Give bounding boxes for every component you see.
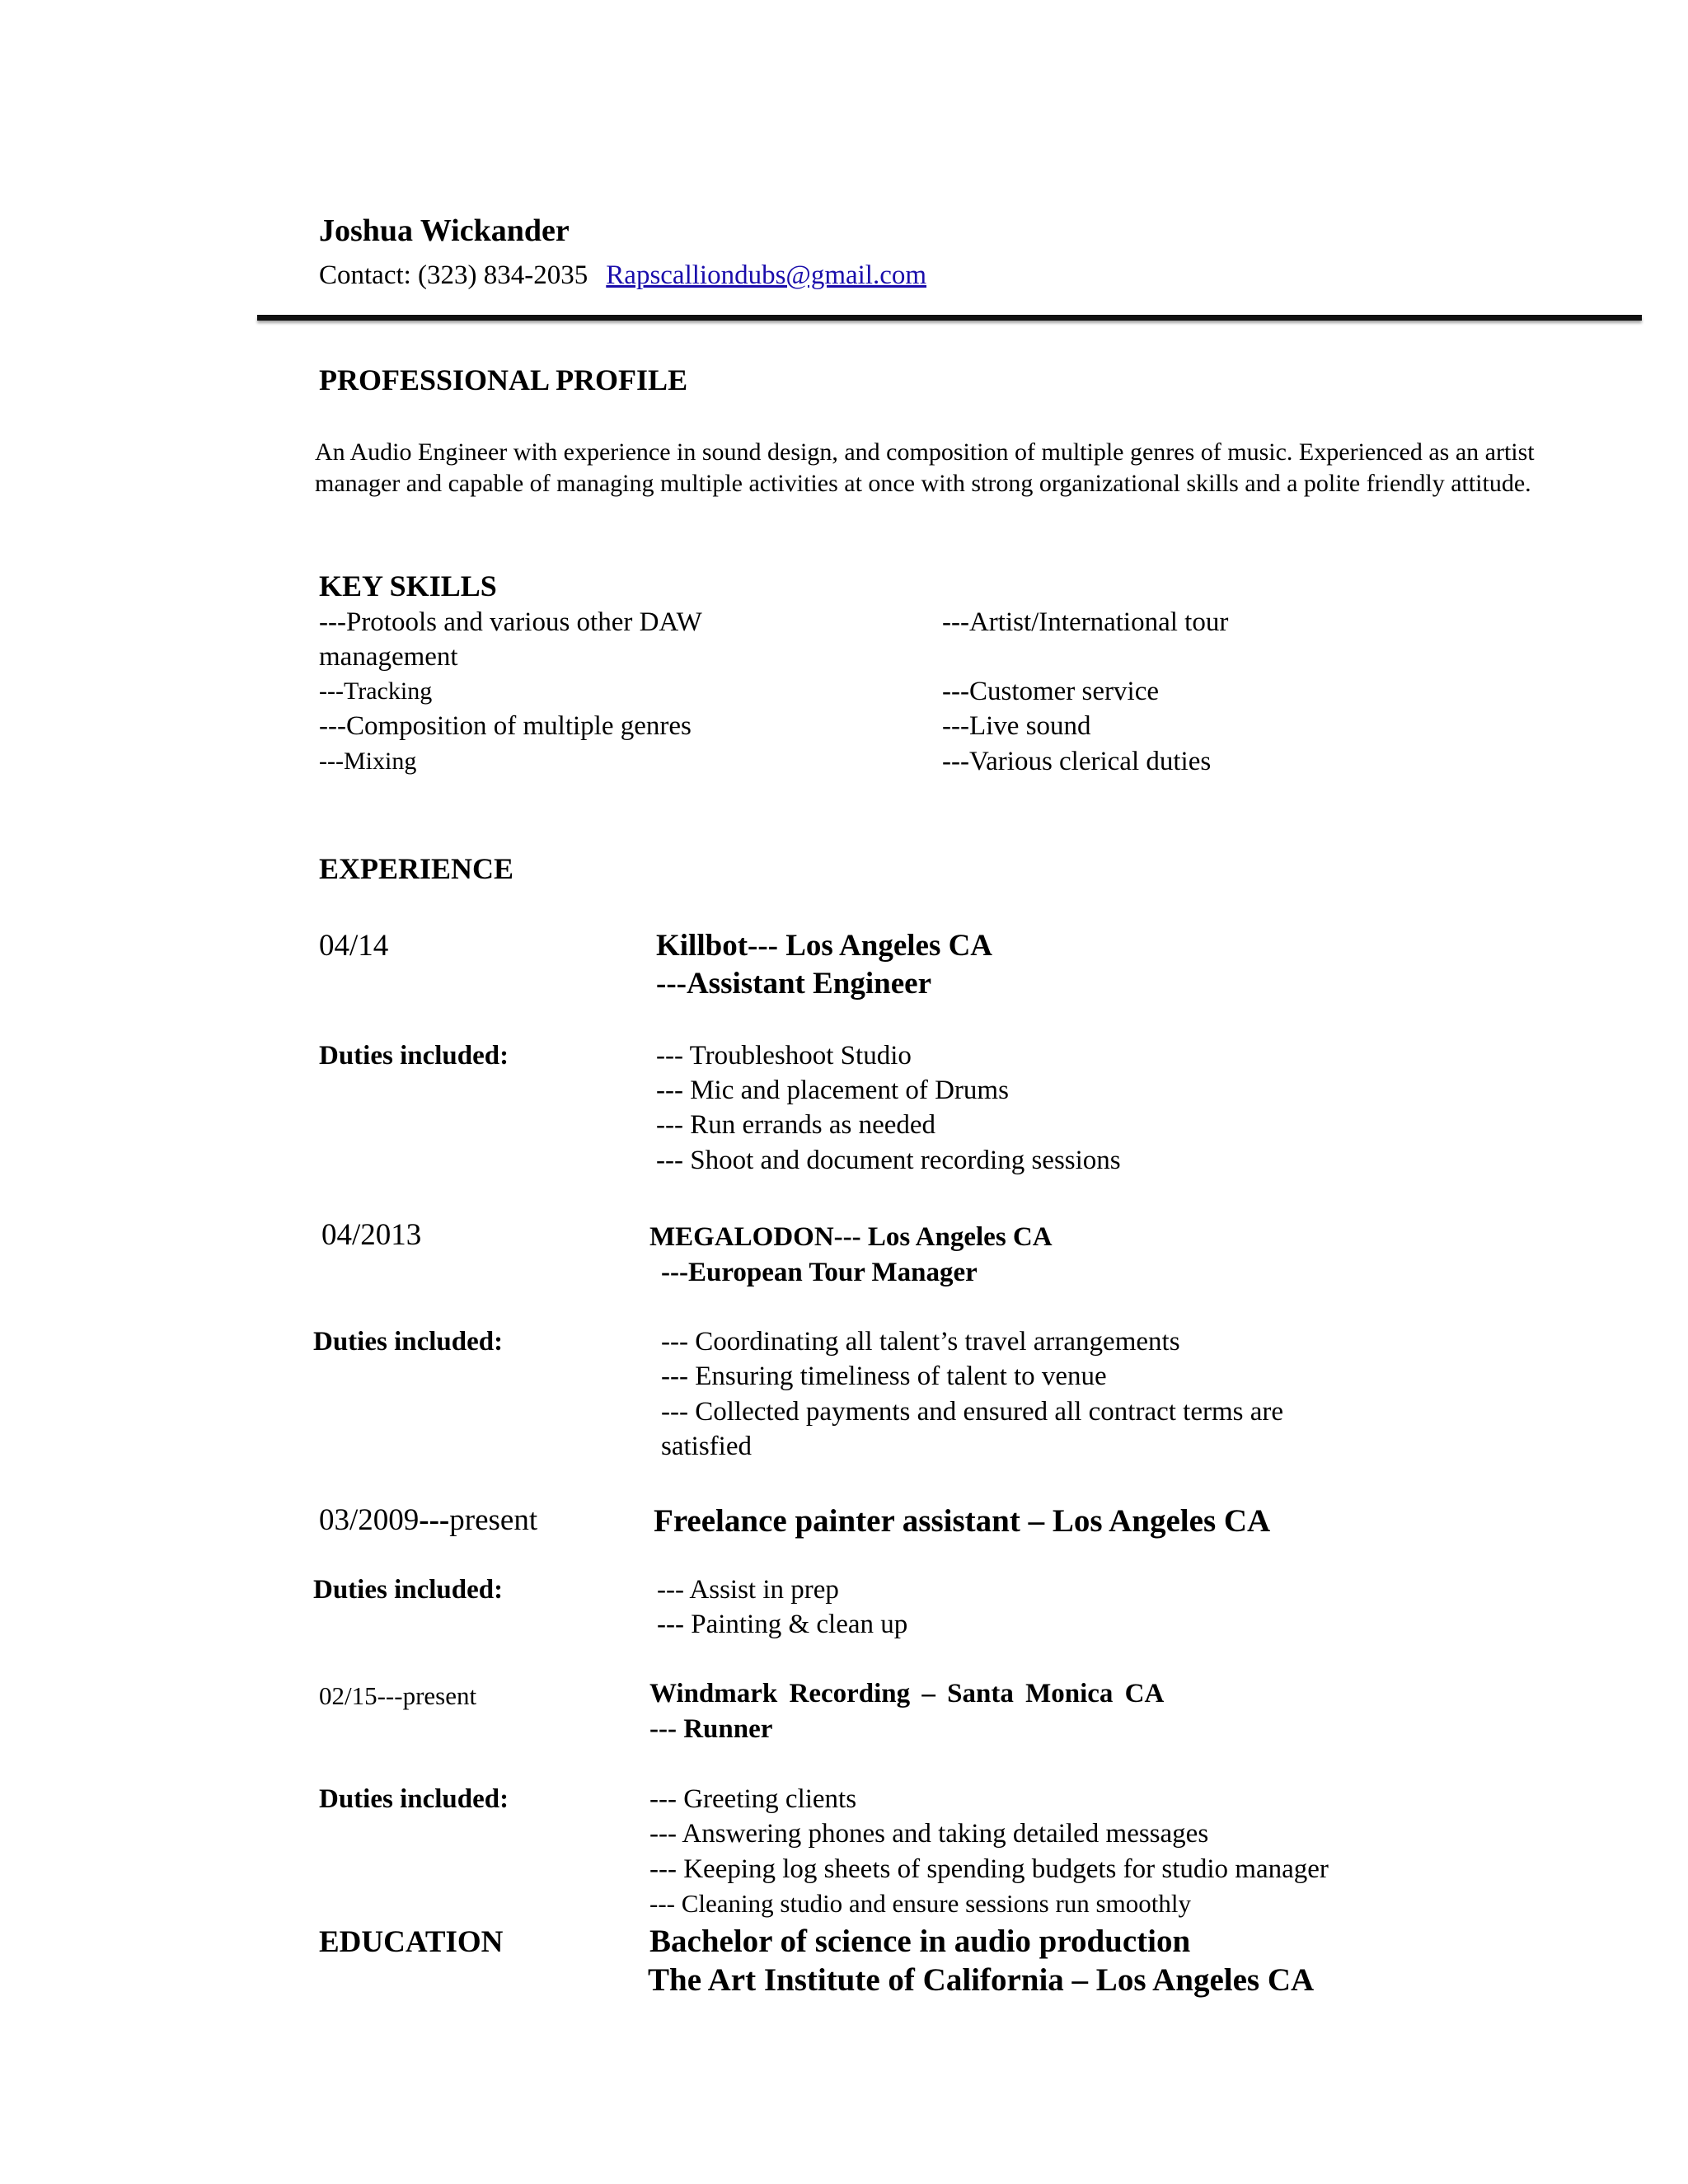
duty-item: --- Assist in prep (657, 1575, 839, 1605)
education-school: The Art Institute of California – Los Angeles CA (648, 1962, 1315, 1998)
job-date: 04/2013 (321, 1218, 422, 1252)
duty-item: --- Troubleshoot Studio (656, 1041, 912, 1071)
contact-phone: Contact: (323) 834-2035 (319, 260, 588, 290)
education-degree: Bachelor of science in audio production (649, 1924, 1191, 1959)
duty-item: --- Mic and placement of Drums (656, 1076, 1009, 1105)
job-title: ---European Tour Manager (661, 1258, 978, 1287)
duty-item: --- Run errands as needed (656, 1110, 936, 1140)
skill-item: ---Various clerical duties (942, 747, 1212, 776)
job-title: ---Assistant Engineer (656, 967, 932, 1001)
profile-heading: PROFESSIONAL PROFILE (319, 363, 688, 396)
duties-label: Duties included: (319, 1041, 509, 1071)
duty-item: --- Painting & clean up (657, 1610, 908, 1639)
skill-item: ---Protools and various other DAW (319, 607, 702, 637)
duty-item: --- Keeping log sheets of spending budgets for studio manager (649, 1854, 1329, 1884)
duty-item: --- Answering phones and taking detailed messages (649, 1819, 1209, 1849)
job-date (319, 1502, 537, 1538)
duty-item: --- Collected payments and ensured all contract terms are (661, 1397, 1284, 1427)
job-date: 04/14 (319, 929, 389, 963)
job-date-dash: --- (419, 1503, 450, 1537)
duty-item: --- Coordinating all talent’s travel arrangements (661, 1327, 1180, 1357)
job-company: Windmark Recording – Santa Monica CA (649, 1679, 1165, 1708)
skill-item: ---Customer service (942, 677, 1159, 706)
profile-text: An Audio Engineer with experience in sound design, and composition of multiple genres of music. Experienced as an artist manager and capable of managing multiple activities at once with strong organizational skills and a polite friendly attitude. (315, 438, 1535, 497)
duty-item: --- Greeting clients (649, 1784, 857, 1814)
skill-item: ---Mixing (319, 748, 417, 775)
contact-line (319, 260, 926, 291)
job-title: --- Runner (649, 1714, 773, 1744)
duty-item: satisfied (661, 1432, 752, 1461)
skill-item: ---Live sound (942, 711, 1091, 741)
education-heading: EDUCATION (319, 1925, 504, 1959)
job-date: 02/15---present (319, 1681, 477, 1710)
skill-item: ---Artist/International tour (942, 607, 1229, 637)
skill-item: ---Composition of multiple genres (319, 711, 692, 741)
job-company: Killbot--- Los Angeles CA (656, 929, 993, 963)
duties-label: Duties included: (313, 1327, 504, 1357)
job-date-start: 03/2009 (319, 1503, 420, 1537)
job-company: Freelance painter assistant – Los Angeles CA (654, 1503, 1271, 1539)
contact-email-link[interactable]: Rapscalliondubs@gmail.com (606, 260, 927, 290)
skill-item: ---Tracking (319, 677, 433, 705)
skills-heading: KEY SKILLS (319, 569, 497, 602)
candidate-name: Joshua Wickander (319, 213, 570, 248)
duty-item: --- Shoot and document recording sessions (656, 1146, 1121, 1175)
duties-label: Duties included: (313, 1575, 504, 1605)
duty-item: --- Ensuring timeliness of talent to venue (661, 1361, 1107, 1391)
duty-item: --- Cleaning studio and ensure sessions run smoothly (649, 1889, 1191, 1918)
job-date-end: present (449, 1503, 538, 1537)
job-company: MEGALODON--- Los Angeles CA (649, 1222, 1053, 1252)
experience-heading: EXPERIENCE (319, 852, 514, 885)
duties-label: Duties included: (319, 1784, 509, 1814)
header-divider (257, 315, 1642, 321)
skill-item: management (319, 642, 458, 672)
